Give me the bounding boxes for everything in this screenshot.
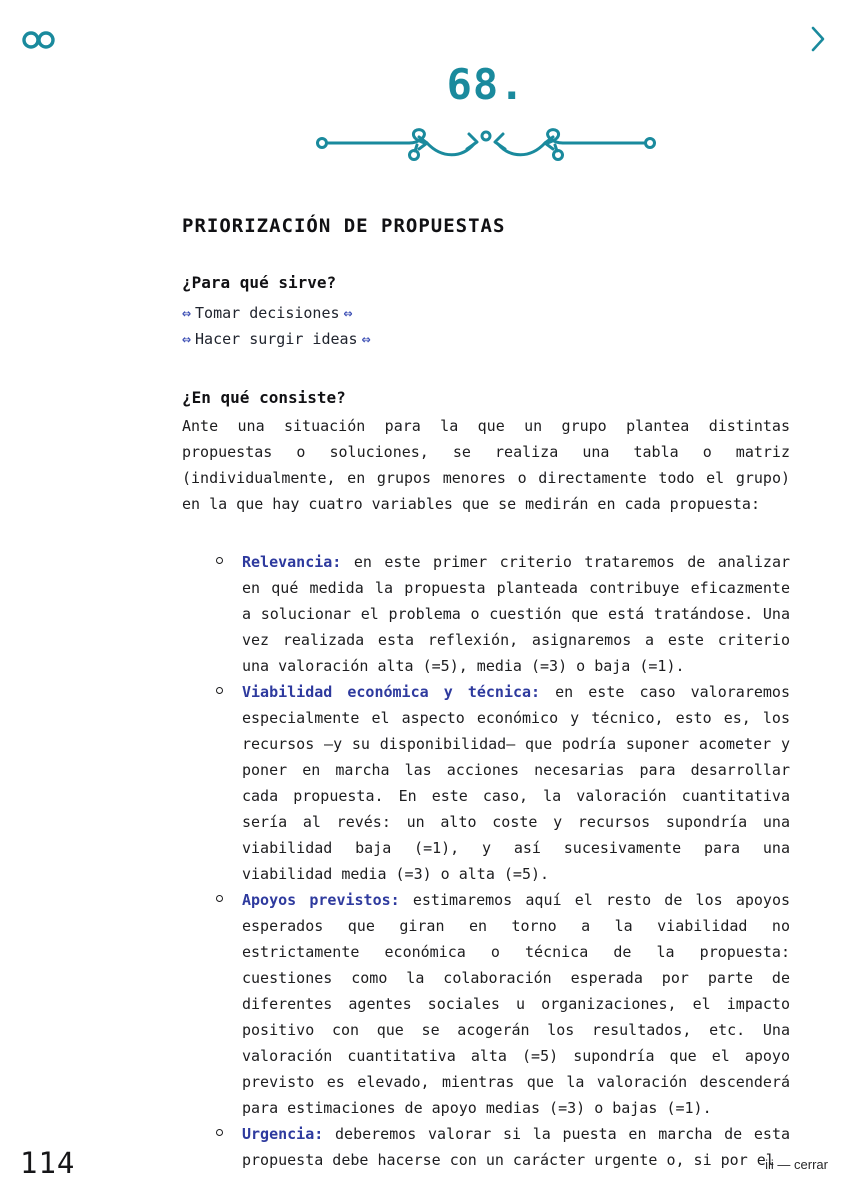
criteria-item-apoyos (182, 887, 790, 1121)
criteria-text: en este caso valoraremos especialmente el aspecto económico y técnico, esto es, los recursos —y su disponibilidad— que podría suponer acometer y poner en marcha las acciones necesarias para desarrollar cada propuesta. En este caso, la valoración cuantitativa sería al revés: un alto coste y recursos supondría una viabilidad baja (=1), y así sucesivamente para una viabilidad media (=3) o alta (=5). (242, 683, 790, 883)
criteria-list (182, 549, 790, 1173)
double-arrow-icon: ⇔ (182, 330, 192, 348)
page-number: 114 (20, 1146, 76, 1180)
purpose-item (182, 326, 790, 352)
bullet-circle-icon (216, 1129, 223, 1136)
criteria-term: Apoyos previstos: (242, 891, 400, 909)
criteria-item-relevancia (182, 549, 790, 679)
criteria-text: deberemos valorar si la puesta en marcha de esta propuesta debe hacerse con un carácter urgente o, si por el (242, 1125, 791, 1169)
page-content (182, 0, 790, 1173)
chapter-number: 68. (446, 60, 526, 109)
double-arrow-icon: ⇔ (343, 304, 353, 322)
purpose-item-text: Hacer surgir ideas (195, 330, 358, 348)
purpose-list (182, 300, 790, 352)
page-title: PRIORIZACIÓN DE PROPUESTAS (182, 215, 506, 237)
criteria-text: en este primer criterio trataremos de analizar en qué medida la propuesta planteada contribuye eficazmente a solucionar el problema o cuestión que está tratándose. Una vez realizada esta reflexión, asignaremos a este criterio una valoración alta (=5), media (=3) o baja (=1). (242, 553, 791, 675)
description-heading: ¿En qué consiste? (182, 388, 346, 407)
criteria-term: Urgencia: (242, 1125, 324, 1143)
purpose-heading: ¿Para qué sirve? (182, 273, 337, 292)
double-arrow-icon: ⇔ (361, 330, 371, 348)
criteria-term: Viabilidad económica y técnica: (242, 683, 541, 701)
criteria-item-viabilidad (182, 679, 790, 887)
description-paragraph: Ante una situación para la que un grupo plantea distintas propuestas o soluciones, se realiza una tabla o matriz (individualmente, en grupos menores o directamente todo el grupo) en la que hay cuatro variables que se medirán en cada propuesta: (182, 417, 790, 513)
chevron-right-icon[interactable] (809, 26, 827, 52)
criteria-item-urgencia (182, 1121, 790, 1173)
infinity-icon[interactable] (21, 28, 57, 52)
criteria-text: estimaremos aquí el resto de los apoyos esperados que giran en torno a la viabilidad no estrictamente económica o técnica de la propuesta: cuestiones como la colaboración esperada por parte de diferentes agentes sociales u organizaciones, el impacto positivo con que se acogerán los resultados, etc. Una valoración cuantitativa alta (=5) supondría que el apoyo previsto es elevado, mientras que la valoración descenderá para estimaciones de apoyo medias (=3) o bajas (=1). (242, 891, 791, 1117)
purpose-item (182, 300, 790, 326)
bullet-circle-icon (216, 557, 223, 564)
bullet-circle-icon (216, 895, 223, 902)
purpose-item-text: Tomar decisiones (195, 304, 340, 322)
double-arrow-icon: ⇔ (182, 304, 192, 322)
bullet-circle-icon (216, 687, 223, 694)
criteria-term: Relevancia: (242, 553, 342, 571)
divider-ornament-icon (182, 123, 790, 167)
close-link[interactable]: iii — cerrar (765, 1157, 828, 1172)
